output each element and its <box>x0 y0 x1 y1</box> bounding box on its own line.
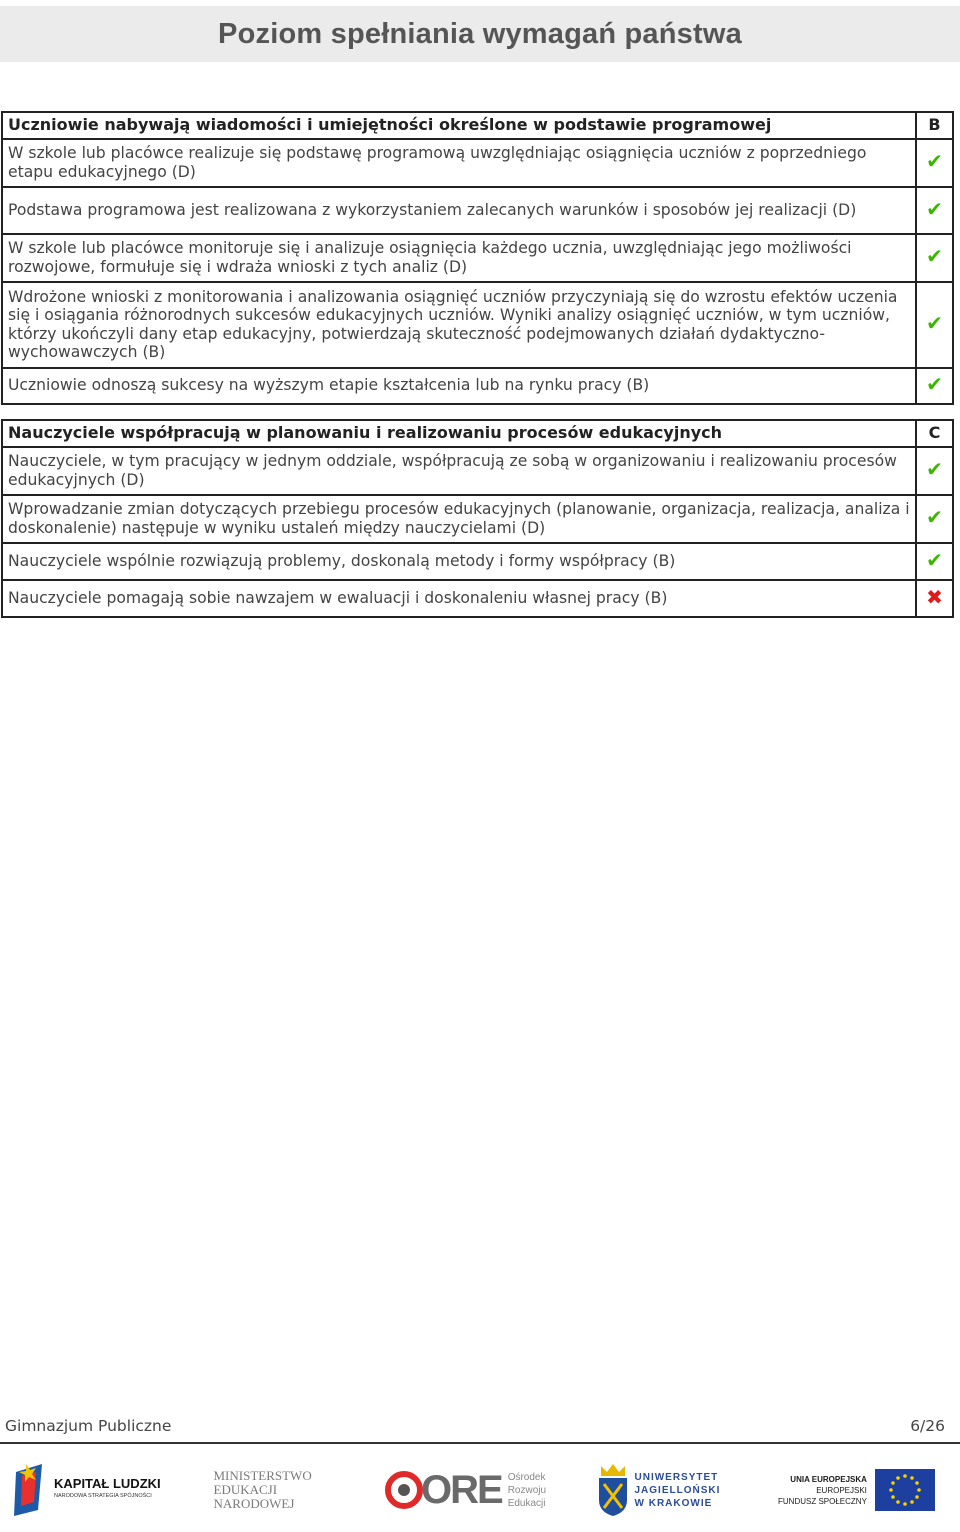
ore-logo <box>385 1468 555 1513</box>
table-row <box>2 543 953 580</box>
table-row <box>2 368 953 404</box>
men-line3: NARODOWEJ <box>213 1496 295 1511</box>
eu-flag-icon <box>875 1469 935 1511</box>
requirements-table-2 <box>1 419 954 618</box>
kl-title: KAPITAŁ LUDZKI <box>54 1476 161 1491</box>
requirement-text: W szkole lub placówce monitoruje się i analizuje osiągnięcia każdego ucznia, uwzględniając jego możliwości rozwojowe, formułuje się i wdraża wnioski z tych analiz (D) <box>2 234 916 282</box>
table-row <box>2 139 953 187</box>
requirement-text: Podstawa programowa jest realizowana z wykorzystaniem zalecanych warunków i sposobów jej realizacji (D) <box>2 187 916 234</box>
table-header-row <box>2 420 953 447</box>
check-icon: ✔ <box>926 311 943 336</box>
check-icon: ✔ <box>926 196 943 221</box>
requirement-text: Nauczyciele pomagają sobie nawzajem w ewaluacji i doskonaleniu własnej pracy (B) <box>2 580 916 617</box>
check-icon: ✔ <box>926 149 943 174</box>
men-logo <box>214 1469 344 1511</box>
page-title: Poziom spełniania wymagań państwa <box>218 17 742 50</box>
page-footer <box>0 1410 960 1444</box>
uj-line3: W KRAKOWIE <box>634 1497 713 1509</box>
ore-circle-icon <box>385 1468 423 1512</box>
table-row <box>2 282 953 368</box>
uj-line2: JAGIELLOŃSKI <box>634 1484 721 1496</box>
check-icon: ✔ <box>926 505 943 530</box>
requirement-text: Wprowadzanie zmian dotyczących przebiegu procesów edukacyjnych (planowanie, organizacja, realizacja, analiza i doskonalenie) następuje w wyniku ustaleń między nauczycielami (D) <box>2 495 916 543</box>
footer-school-name: Gimnazjum Publiczne <box>5 1417 172 1435</box>
cross-icon: ✖ <box>926 584 943 609</box>
table-row <box>2 580 953 617</box>
ore-line1: Ośrodek <box>507 1471 546 1483</box>
kapital-ludzki-logo <box>12 1462 172 1518</box>
eu-line1: UNIA EUROPEJSKA <box>790 1474 867 1484</box>
section-heading: Uczniowie nabywają wiadomości i umiejętności określone w podstawie programowej <box>2 112 916 139</box>
kl-subtitle: NARODOWA STRATEGIA SPÓJNOŚCI <box>54 1493 152 1499</box>
requirement-text: Nauczyciele wspólnie rozwiązują problemy, doskonalą metody i formy współpracy (B) <box>2 543 916 580</box>
table-row <box>2 234 953 282</box>
ore-line3: Edukacji <box>507 1497 546 1509</box>
table-row <box>2 447 953 495</box>
check-icon: ✔ <box>926 244 943 269</box>
footer-page-number: 6/26 <box>910 1417 945 1435</box>
check-icon: ✔ <box>926 457 943 482</box>
table-header-row <box>2 112 953 139</box>
sponsor-logos <box>0 1450 960 1530</box>
section-heading: Nauczyciele współpracują w planowaniu i realizowaniu procesów edukacyjnych <box>2 420 916 447</box>
check-icon: ✔ <box>926 547 943 572</box>
requirements-table-1 <box>1 111 954 405</box>
ore-mark: ORE <box>421 1467 502 1512</box>
uj-line1: UNIWERSYTET <box>634 1471 719 1483</box>
ore-line2: Rozwoju <box>507 1484 547 1496</box>
section-grade: C <box>916 420 953 447</box>
men-line2: EDUKACJI <box>213 1482 278 1497</box>
requirement-text: Nauczyciele, w tym pracujący w jednym oddziale, współpracują ze sobą w organizowaniu i realizowaniu procesów edukacyjnych (D) <box>2 447 916 495</box>
table-row <box>2 495 953 543</box>
requirement-text: Uczniowie odnoszą sukcesy na wyższym etapie kształcenia lub na rynku pracy (B) <box>2 368 916 404</box>
requirement-text: W szkole lub placówce realizuje się podstawę programową uwzględniając osiągnięcia uczniów z poprzedniego etapu edukacyjnego (D) <box>2 139 916 187</box>
uj-logo <box>597 1462 737 1518</box>
uj-crest-icon <box>597 1462 629 1518</box>
check-icon: ✔ <box>926 372 943 397</box>
eu-line3: FUNDUSZ SPOŁECZNY <box>778 1496 867 1506</box>
kapital-ludzki-emblem-icon <box>12 1462 48 1518</box>
requirement-text: Wdrożone wnioski z monitorowania i analizowania osiągnięć uczniów przyczyniają się do wzrostu efektów uczenia się i osiągania różnorodnych sukcesów edukacyjnych uczniów. Wyniki analizy osiągnięć uczniów, w tym uczniów, którzy ukończyli dany etap edukacyjny, potwierdzają skuteczność podejmowanych działań dydaktyczno-wychowawczych (B) <box>2 282 916 368</box>
eu-logo <box>778 1469 948 1511</box>
eu-line2: EUROPEJSKI <box>816 1485 867 1495</box>
page-title-bar <box>0 6 960 62</box>
table-row <box>2 187 953 234</box>
men-line1: MINISTERSTWO <box>213 1468 312 1483</box>
section-grade: B <box>916 112 953 139</box>
